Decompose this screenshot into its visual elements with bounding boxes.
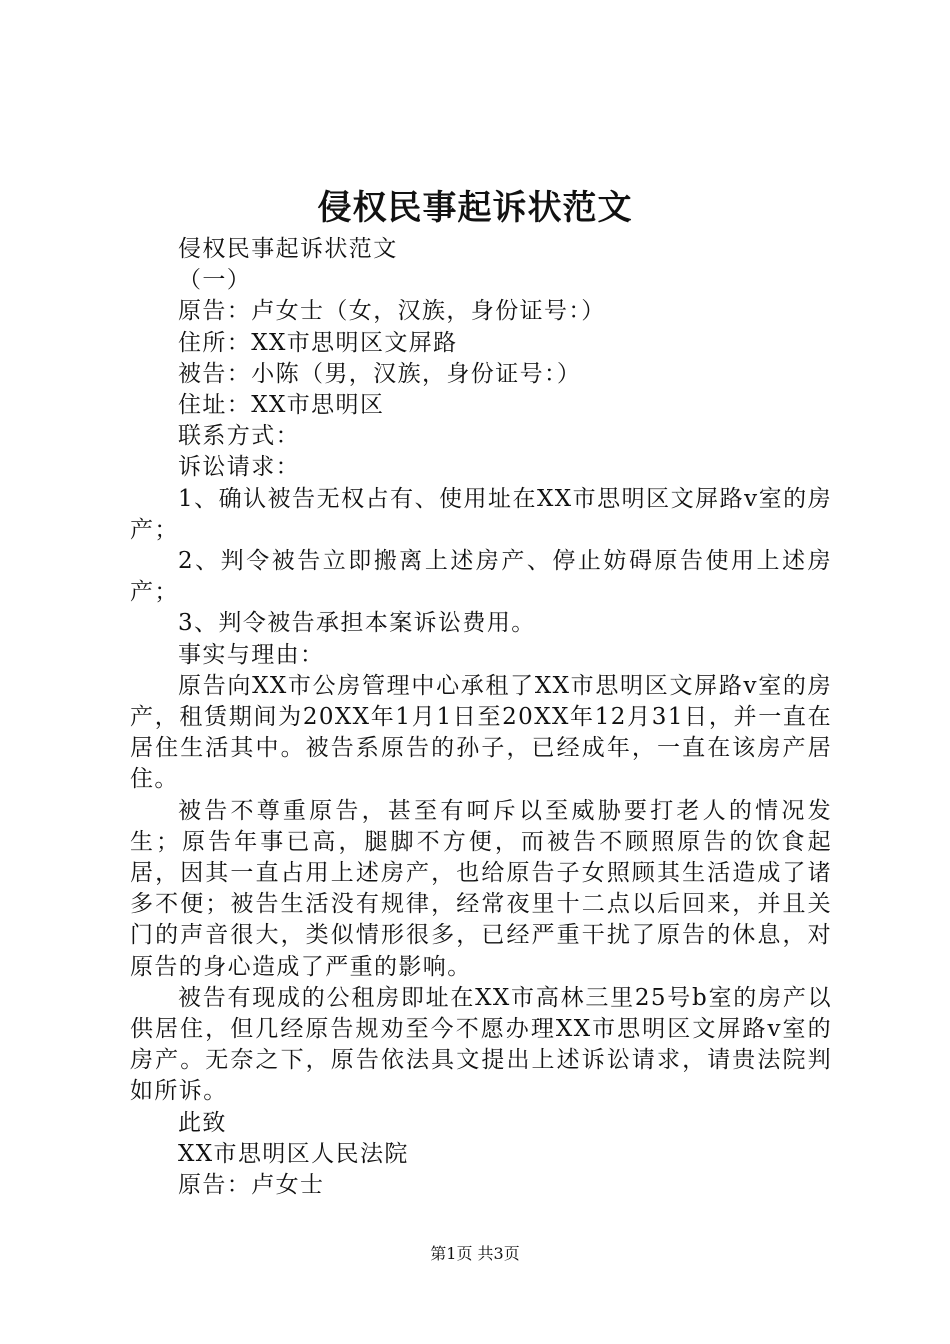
paragraph-heading: 侵权民事起诉状范文 — [178, 236, 398, 262]
paragraph-salutation: 此致 — [178, 1109, 227, 1136]
paragraph-plaintiff-address: 住所：XX市思明区文屏路 — [178, 329, 458, 356]
paragraph-signature: 原告：卢女士 — [178, 1172, 325, 1199]
document-title: 侵权民事起诉状范文 — [317, 188, 633, 228]
paragraph-facts-3: 被告有现成的公租房即址在XX市高林三里25号b室的房产以供居住，但几经原告规劝至今不愿办理XX市思明区文屏路v室的房产。无奈之下，原告依法具文提出上述诉讼请求，请贵法院判如所诉。 — [130, 984, 832, 1105]
paragraph-claim-2: 2、判令被告立即搬离上述房产、停止妨碍原告使用上述房产； — [130, 548, 832, 606]
paragraph-contact: 联系方式： — [178, 423, 300, 450]
paragraph-facts-heading: 事实与理由： — [178, 641, 325, 668]
page-footer: 第1页 共3页 — [430, 1244, 520, 1263]
paragraph-section-number: （一） — [178, 267, 252, 294]
paragraph-claim-3: 3、判令被告承担本案诉讼费用。 — [178, 610, 536, 637]
paragraph-facts-1: 原告向XX市公房管理中心承租了XX市思明区文屏路v室的房产，租赁期间为20XX年1月1日至20XX年12月31日，并一直在居住生活其中。被告系原告的孙子，已经成年，一直在该房产居住。 — [130, 672, 832, 793]
paragraph-defendant-address: 住址：XX市思明区 — [178, 392, 385, 419]
paragraph-plaintiff: 原告：卢女士（女，汉族，身份证号：） — [178, 298, 606, 325]
paragraph-defendant: 被告：小陈（男，汉族，身份证号：） — [178, 360, 582, 387]
paragraph-facts-2: 被告不尊重原告，甚至有呵斥以至威胁要打老人的情况发生；原告年事已高，腿脚不方便，而被告不顾照原告的饮食起居，因其一直占用上述房产，也给原告子女照顾其生活造成了诸多不便；被告生活没有规律，经常夜里十二点以后回来，并且关门的声音很大，类似情形很多，已经严重干扰了原告的休息，对原告的身心造成了严重的影响。 — [130, 797, 832, 980]
paragraph-claims-heading: 诉讼请求： — [178, 454, 300, 481]
document-body — [130, 234, 832, 1201]
paragraph-claim-1: 1、确认被告无权占有、使用址在XX市思明区文屏路v室的房产； — [130, 485, 832, 543]
paragraph-court: XX市思明区人民法院 — [178, 1140, 409, 1167]
